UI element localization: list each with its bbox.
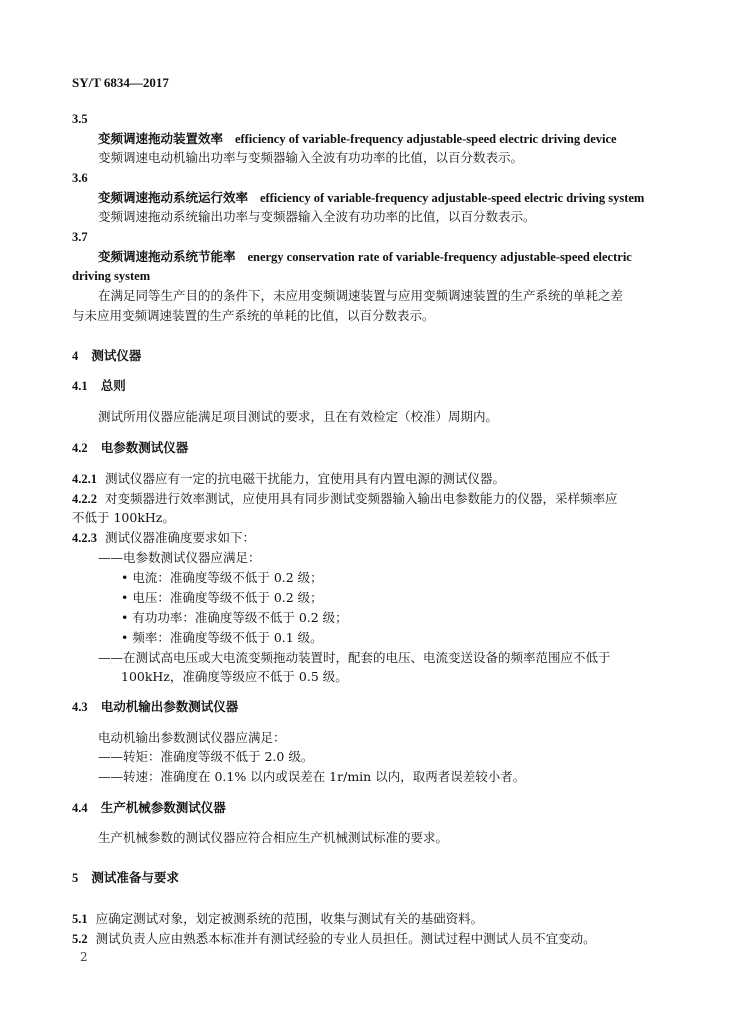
clause-text-4-2-2a: 对变频器进行效率测试，应使用具有同步测试变频器输入输出电参数能力的仪器，采样频率应	[104, 491, 618, 506]
clause-4-2-2	[72, 490, 617, 508]
clause-text-4-2-2b: 不低于 100kHz。	[72, 510, 175, 525]
section-title-4: 测试仪器	[91, 348, 142, 363]
clause-text-4-2-3: 测试仪器准确度要求如下：	[104, 530, 255, 545]
bullet-active-power: • 有功功率：准确度等级不低于 0.2 级；	[121, 610, 348, 625]
clause-number-4-2-3: 4.2.3	[72, 531, 97, 545]
term-en-3-7a: energy conservation rate of variable-frequency adjustable-speed electric	[247, 250, 632, 264]
bullet-frequency: • 频率：准确度等级不低于 0.1 级。	[121, 630, 323, 645]
clause-number-5-1: 5.1	[72, 912, 88, 926]
section-heading-4-3	[72, 698, 238, 716]
term-definition-3-5: 变频调速电动机输出功率与变频器输入全波有功功率的比值，以百分数表示。	[98, 150, 524, 165]
term-heading-3-6	[98, 189, 644, 207]
term-zh-3-7: 变频调速拖动系统节能率	[98, 249, 236, 264]
term-heading-3-7	[98, 248, 632, 266]
dash-item-transducer-a: ——在测试高电压或大电流变频拖动装置时，配套的电压、电流变送设备的频率范围应不低于	[98, 650, 611, 665]
section-number-5: 5	[72, 871, 79, 885]
term-definition-3-6: 变频调速拖动系统输出功率与变频器输入全波有功功率的比值，以百分数表示。	[98, 209, 536, 224]
term-en-3-6: efficiency of variable-frequency adjustable-speed electric driving system	[259, 191, 645, 205]
section-number-4-4: 4.4	[72, 801, 88, 815]
page-number: 2	[80, 950, 88, 964]
clause-text-4-2-1: 测试仪器应有一定的抗电磁干扰能力，宜使用具有内置电源的测试仪器。	[104, 471, 505, 486]
term-number-3-7: 3.7	[72, 230, 88, 244]
dash-item-electrical: ——电参数测试仪器应满足：	[98, 550, 261, 565]
term-definition-3-7b: 与未应用变频调速装置的生产系统的单耗的比值，以百分数表示。	[72, 308, 435, 323]
section-title-4-4: 生产机械参数测试仪器	[100, 800, 226, 815]
section-heading-4-2	[72, 439, 188, 457]
clause-text-5-2: 测试负责人应由熟悉本标准并有测试经验的专业人员担任。测试过程中测试人员不宜变动。	[95, 931, 596, 946]
bullet-current: • 电流：准确度等级不低于 0.2 级；	[121, 570, 323, 585]
section-heading-4-1	[72, 377, 126, 395]
section-title-4-1: 总则	[100, 378, 126, 393]
clause-text-5-1: 应确定测试对象，划定被测系统的范围，收集与测试有关的基础资料。	[95, 911, 484, 926]
term-zh-3-5: 变频调速拖动装置效率	[98, 131, 224, 146]
term-en-3-7b: driving system	[72, 269, 151, 283]
dash-item-transducer-b: 100kHz，准确度等级应不低于 0.5 级。	[121, 669, 348, 684]
paragraph-4-4: 生产机械参数的测试仪器应符合相应生产机械测试标准的要求。	[98, 830, 449, 845]
standard-code-header: SY/T 6834—2017	[72, 75, 169, 90]
term-definition-3-7a: 在满足同等生产目的的条件下，未应用变频调速装置与应用变频调速装置的生产系统的单耗之差	[98, 288, 624, 303]
term-number-3-6: 3.6	[72, 171, 88, 185]
clause-number-4-2-1: 4.2.1	[72, 472, 97, 486]
clause-number-5-2: 5.2	[72, 932, 88, 946]
dash-item-speed: ——转速：准确度在 0.1% 以内或误差在 1r/min 以内，取两者误差较小者。	[98, 769, 526, 784]
section-number-4-3: 4.3	[72, 700, 88, 714]
clause-number-4-2-2: 4.2.2	[72, 492, 97, 506]
clause-5-1	[72, 910, 483, 928]
dash-item-torque: ——转矩：准确度等级不低于 2.0 级。	[98, 749, 314, 764]
paragraph-4-1: 测试所用仪器应能满足项目测试的要求，且在有效检定（校准）周期内。	[98, 409, 499, 424]
section-heading-5	[72, 869, 179, 887]
section-title-5: 测试准备与要求	[91, 870, 179, 885]
clause-4-2-1	[72, 470, 505, 488]
clause-4-2-3	[72, 529, 255, 547]
section-number-4-2: 4.2	[72, 441, 88, 455]
clause-5-2	[72, 930, 596, 948]
bullet-voltage: • 电压：准确度等级不低于 0.2 级；	[121, 590, 323, 605]
term-number-3-5: 3.5	[72, 112, 88, 126]
section-number-4-1: 4.1	[72, 379, 88, 393]
paragraph-4-3: 电动机输出参数测试仪器应满足：	[98, 730, 286, 745]
term-zh-3-6: 变频调速拖动系统运行效率	[98, 190, 249, 205]
section-number-4: 4	[72, 349, 79, 363]
section-title-4-3: 电动机输出参数测试仪器	[100, 699, 239, 714]
section-heading-4	[72, 347, 141, 365]
section-heading-4-4	[72, 799, 226, 817]
term-heading-3-5	[98, 130, 617, 148]
section-title-4-2: 电参数测试仪器	[100, 440, 189, 455]
term-en-3-5: efficiency of variable-frequency adjustable-speed electric driving device	[234, 132, 617, 146]
